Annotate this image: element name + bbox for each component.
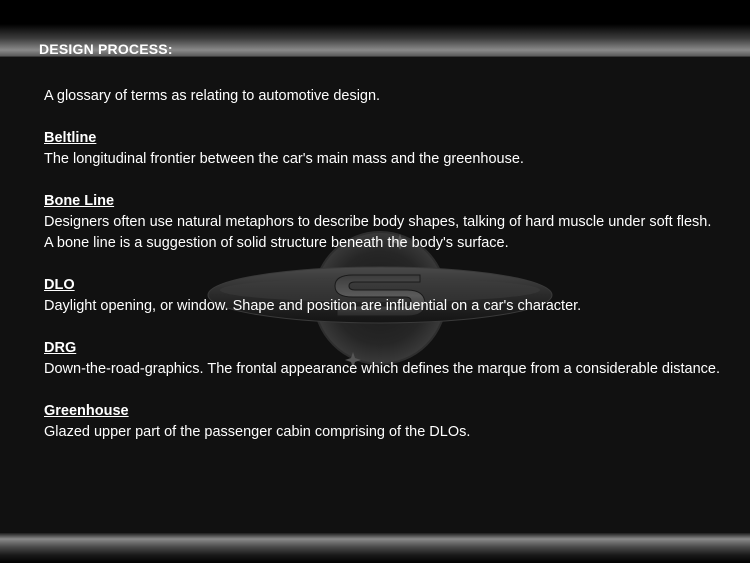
term-description: A bone line is a suggestion of solid structure beneath the body's surface. — [44, 235, 509, 251]
term-description: Down-the-road-graphics. The frontal appearance which defines the marque from a considerable distance. — [44, 361, 720, 377]
term-dlo — [44, 275, 734, 317]
term-title: Bone Line — [44, 193, 115, 209]
term-title: Beltline — [44, 130, 97, 146]
term-greenhouse — [44, 401, 734, 443]
term-bone-line — [44, 191, 734, 254]
term-title: DRG — [44, 340, 77, 356]
term-title: Greenhouse — [44, 403, 129, 419]
term-beltline — [44, 128, 734, 170]
term-description: Designers often use natural metaphors to describe body shapes, talking of hard muscle under soft flesh. — [44, 214, 712, 230]
page-title: DESIGN PROCESS: — [39, 41, 173, 57]
term-description: Glazed upper part of the passenger cabin comprising of the DLOs. — [44, 424, 471, 440]
term-description: Daylight opening, or window. Shape and position are influential on a car's character. — [44, 298, 582, 314]
footer-bar — [0, 533, 750, 563]
term-title: DLO — [44, 277, 75, 293]
term-description: The longitudinal frontier between the car's main mass and the greenhouse. — [44, 151, 524, 167]
intro-text: A glossary of terms as relating to automotive design. — [44, 88, 381, 104]
term-drg — [44, 338, 734, 380]
glossary-content — [44, 86, 734, 464]
